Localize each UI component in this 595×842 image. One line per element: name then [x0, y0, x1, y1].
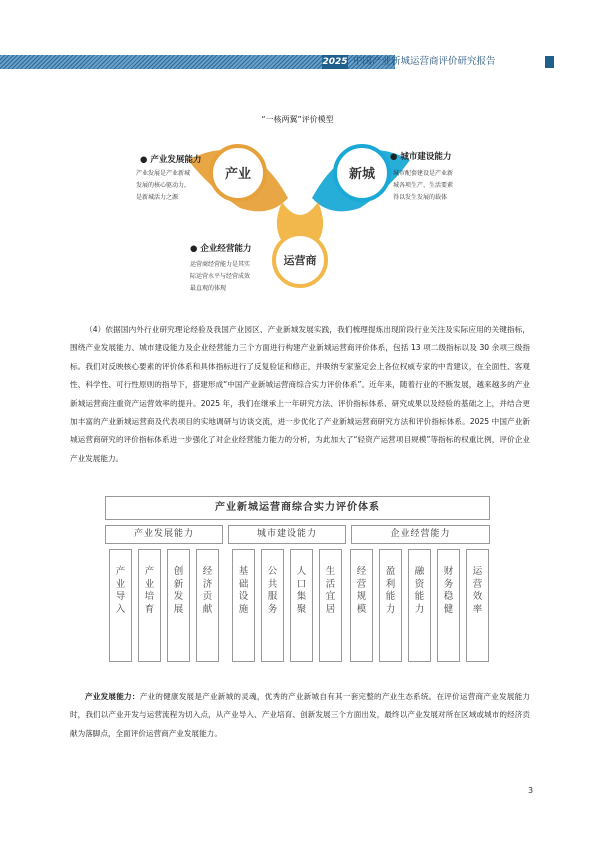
indicator-label: 融资能力: [414, 566, 425, 615]
indicator-label: 人口集聚: [296, 566, 307, 615]
city-desc: [393, 168, 469, 204]
industry-circle-label: 产业: [224, 167, 252, 182]
indicator-box: [138, 549, 161, 662]
indicator-box: [466, 549, 489, 662]
city-heading-text: 城市建设能力: [400, 152, 452, 162]
page-header: [0, 55, 595, 69]
evaluation-framework: [105, 496, 490, 668]
indicator-box: [109, 549, 132, 662]
framework-title: 产业新城运营商综合实力评价体系: [105, 496, 490, 520]
category-industry: 产业发展能力: [105, 525, 223, 544]
industry-desc-line: 发展的核心驱动力，: [136, 182, 191, 189]
operation-desc-line: 运营商经营能力是其实: [190, 261, 251, 268]
indicator-label: 基础设施: [238, 566, 249, 615]
indicator-box: [319, 549, 342, 662]
indicator-box: [232, 549, 255, 662]
city-desc-line: 得以发生发展的载体: [393, 194, 448, 201]
industry-desc-line: 是新城活力之源: [136, 194, 179, 201]
indicator-label: 公共服务: [267, 566, 278, 615]
indicator-label: 经济贡献: [202, 566, 213, 615]
operation-desc: [190, 259, 266, 295]
indicator-label: 产业培育: [144, 566, 155, 615]
indicator-box: [196, 549, 219, 662]
indicator-box: [350, 549, 373, 662]
indicator-box: [261, 549, 284, 662]
operation-heading: ● 企业经营能力: [190, 244, 252, 254]
city-desc-line: 城各项生产、生活要素: [393, 182, 454, 189]
operator-circle-label: 运营商: [283, 254, 317, 267]
paragraph-lead: 产业发展能力：: [85, 692, 140, 701]
industry-desc: [136, 168, 212, 204]
city-heading: ● 城市建设能力: [390, 152, 452, 162]
operation-desc-line: 最直观的体现: [190, 285, 227, 292]
model-title: “一核两翼”评价模型: [261, 115, 334, 124]
category-city: 城市建设能力: [228, 525, 346, 544]
indicator-label: 生活宜居: [325, 566, 336, 615]
indicator-box: [167, 549, 190, 662]
page-number: 3: [528, 786, 534, 795]
body-paragraph: [70, 321, 530, 468]
indicator-label: 产业导入: [115, 566, 126, 615]
indicator-label: 财务稳健: [443, 566, 454, 615]
operation-heading-text: 企业经营能力: [200, 244, 252, 254]
city-desc-line: 城市配套建设是产业新: [393, 170, 454, 177]
indicator-label: 运营效率: [472, 566, 483, 615]
category-operation: 企业经营能力: [351, 525, 490, 544]
indicator-box: [408, 549, 431, 662]
industry-heading-text: 产业发展能力: [150, 155, 202, 165]
indicator-label: 经营规模: [356, 566, 367, 615]
industry-heading: ● 产业发展能力: [140, 155, 202, 165]
header-year: 2025: [322, 57, 348, 67]
indicator-label: 盈利能力: [385, 566, 396, 615]
operation-desc-line: 际运营水平与经营成效: [190, 273, 251, 280]
indicator-label: 创新发展: [173, 566, 184, 615]
industry-capability-paragraph: [70, 688, 530, 743]
header-title: 中国产业新城运营商评价研究报告: [353, 56, 496, 67]
industry-desc-line: 产业发展是产业新城: [136, 170, 191, 177]
header-square: [545, 56, 554, 68]
indicator-box: [379, 549, 402, 662]
indicator-box: [437, 549, 460, 662]
paragraph-text: 产业的健康发展是产业新城的灵魂，优秀的产业新城自有其一套完整的产业生态系统。在评价运营商产业发展能力时，我们以产业开发与运营流程为切入点，从产业导入、产业培育、创新发展三个方面出发，最终以产业发展对所在区域或城市的经济贡献为落脚点，全面评价运营商产业发展能力。: [70, 692, 531, 738]
paragraph-text: （4）依据国内外行业研究理论经验及我国产业园区、产业新城发展实践，我们梳理提炼出现阶段行业关注及实际应用的关键指标，围绕产业发展能力、城市建设能力及企业经营能力三个方面进行构建产业新城运营商评价体系，包括 13 项二级指标以及 30 余项三级指标。我们对反映核心要素的评价体系和具体指标进行了反复验证和修正，并吸纳专家鉴定会上各位权威专家的中肯建议，在全面性、客观性、科学性、可行性原则的指导下，搭建形成“中国产业新城运营商综合实力评价体系”。近年来，随着行业的不断发展，越来越多的产业新城运营商注重资产运营效率的提升。2025 年，我们在继承上一年研究方法、评价指标体系、研究成果以及经验的基础之上，并结合更加丰富的产业新城运营商及代表项目的实地调研与访谈交流，进一步优化了产业新城运营商研究方法和评价指标体系。2025 中国产业新城运营商研究的评价指标体系进一步强化了对企业经营能力能力的分析，为此加大了“轻资产运营项目规模”等指标的权重比例，评价企业产业发展能力。: [70, 325, 530, 463]
city-circle-label: 新城: [348, 167, 376, 182]
indicator-box: [290, 549, 313, 662]
